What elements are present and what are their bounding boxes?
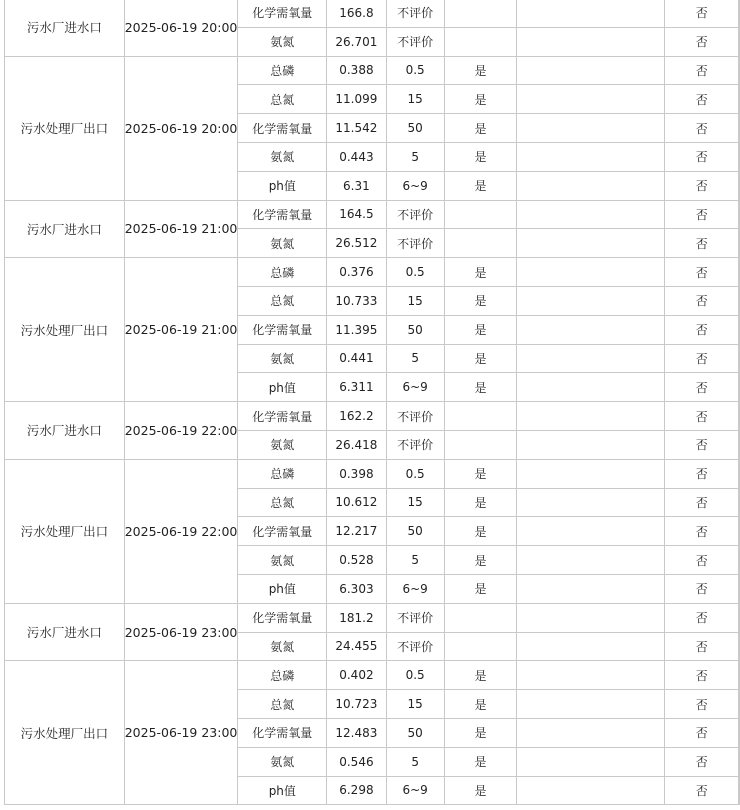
monitor-time-cell: 2025-06-19 22:00 bbox=[124, 459, 238, 603]
compliant-cell: 是 bbox=[444, 776, 517, 805]
exceed-flag-cell: 否 bbox=[665, 85, 739, 114]
blank-cell bbox=[739, 776, 740, 805]
blank-cell bbox=[517, 661, 665, 690]
pollutant-name-cell: 总磷 bbox=[238, 56, 327, 85]
standard-limit-cell: 5 bbox=[386, 344, 444, 373]
blank-cell bbox=[739, 229, 740, 258]
compliant-cell: 是 bbox=[444, 85, 517, 114]
blank-cell bbox=[739, 56, 740, 85]
table-row bbox=[5, 402, 740, 431]
standard-limit-cell: 5 bbox=[386, 747, 444, 776]
blank-cell bbox=[517, 286, 665, 315]
compliant-cell bbox=[444, 430, 517, 459]
blank-cell bbox=[739, 546, 740, 575]
measured-value-cell: 11.395 bbox=[327, 315, 386, 344]
blank-cell bbox=[517, 776, 665, 805]
standard-limit-cell: 50 bbox=[386, 114, 444, 143]
exceed-flag-cell: 否 bbox=[665, 574, 739, 603]
compliant-cell: 是 bbox=[444, 488, 517, 517]
measured-value-cell: 6.31 bbox=[327, 171, 386, 200]
pollutant-name-cell: 氨氮 bbox=[238, 27, 327, 56]
blank-cell bbox=[517, 546, 665, 575]
measured-value-cell: 26.701 bbox=[327, 27, 386, 56]
exceed-flag-cell: 否 bbox=[665, 286, 739, 315]
blank-cell bbox=[517, 517, 665, 546]
blank-cell bbox=[739, 747, 740, 776]
compliant-cell: 是 bbox=[444, 546, 517, 575]
blank-cell bbox=[739, 517, 740, 546]
site-name-cell: 污水厂进水口 bbox=[5, 402, 125, 460]
standard-limit-cell: 不评价 bbox=[386, 27, 444, 56]
table-row bbox=[5, 0, 740, 27]
compliant-cell: 是 bbox=[444, 56, 517, 85]
pollutant-name-cell: ph值 bbox=[238, 373, 327, 402]
exceed-flag-cell: 否 bbox=[665, 690, 739, 719]
compliant-cell: 是 bbox=[444, 258, 517, 287]
measured-value-cell: 24.455 bbox=[327, 632, 386, 661]
standard-limit-cell: 5 bbox=[386, 546, 444, 575]
standard-limit-cell: 15 bbox=[386, 488, 444, 517]
blank-cell bbox=[517, 430, 665, 459]
exceed-flag-cell: 否 bbox=[665, 632, 739, 661]
pollutant-name-cell: 化学需氧量 bbox=[238, 718, 327, 747]
blank-cell bbox=[739, 690, 740, 719]
standard-limit-cell: 不评价 bbox=[386, 430, 444, 459]
measured-value-cell: 6.298 bbox=[327, 776, 386, 805]
blank-cell bbox=[517, 344, 665, 373]
standard-limit-cell: 0.5 bbox=[386, 258, 444, 287]
measured-value-cell: 6.303 bbox=[327, 574, 386, 603]
exceed-flag-cell: 否 bbox=[665, 27, 739, 56]
compliant-cell: 是 bbox=[444, 315, 517, 344]
measured-value-cell: 166.8 bbox=[327, 0, 386, 27]
exceed-flag-cell: 否 bbox=[665, 430, 739, 459]
pollutant-name-cell: 化学需氧量 bbox=[238, 517, 327, 546]
exceed-flag-cell: 否 bbox=[665, 229, 739, 258]
compliant-cell bbox=[444, 0, 517, 27]
compliant-cell: 是 bbox=[444, 171, 517, 200]
table-row bbox=[5, 200, 740, 229]
measured-value-cell: 181.2 bbox=[327, 603, 386, 632]
measured-value-cell: 0.388 bbox=[327, 56, 386, 85]
blank-cell bbox=[517, 200, 665, 229]
pollutant-name-cell: 总磷 bbox=[238, 258, 327, 287]
pollutant-name-cell: 氨氮 bbox=[238, 747, 327, 776]
pollutant-name-cell: 氨氮 bbox=[238, 142, 327, 171]
site-name-cell: 污水厂进水口 bbox=[5, 0, 125, 56]
blank-cell bbox=[517, 171, 665, 200]
monitor-time-cell: 2025-06-19 20:00 bbox=[124, 0, 238, 56]
standard-limit-cell: 15 bbox=[386, 690, 444, 719]
pollutant-name-cell: 氨氮 bbox=[238, 430, 327, 459]
exceed-flag-cell: 否 bbox=[665, 315, 739, 344]
blank-cell bbox=[739, 85, 740, 114]
table-row bbox=[5, 56, 740, 85]
standard-limit-cell: 6~9 bbox=[386, 171, 444, 200]
blank-cell bbox=[739, 488, 740, 517]
monitor-time-cell: 2025-06-19 20:00 bbox=[124, 56, 238, 200]
standard-limit-cell: 6~9 bbox=[386, 373, 444, 402]
blank-cell bbox=[739, 258, 740, 287]
blank-cell bbox=[517, 632, 665, 661]
exceed-flag-cell: 否 bbox=[665, 661, 739, 690]
measured-value-cell: 0.441 bbox=[327, 344, 386, 373]
exceed-flag-cell: 否 bbox=[665, 142, 739, 171]
blank-cell bbox=[517, 459, 665, 488]
monitoring-table-body bbox=[5, 0, 740, 805]
measured-value-cell: 0.376 bbox=[327, 258, 386, 287]
site-name-cell: 污水处理厂出口 bbox=[5, 56, 125, 200]
blank-cell bbox=[739, 27, 740, 56]
measured-value-cell: 26.512 bbox=[327, 229, 386, 258]
exceed-flag-cell: 否 bbox=[665, 459, 739, 488]
compliant-cell: 是 bbox=[444, 718, 517, 747]
site-name-cell: 污水处理厂出口 bbox=[5, 258, 125, 402]
measured-value-cell: 0.443 bbox=[327, 142, 386, 171]
standard-limit-cell: 50 bbox=[386, 718, 444, 747]
pollutant-name-cell: 化学需氧量 bbox=[238, 200, 327, 229]
pollutant-name-cell: 氨氮 bbox=[238, 632, 327, 661]
blank-cell bbox=[517, 258, 665, 287]
compliant-cell: 是 bbox=[444, 373, 517, 402]
blank-cell bbox=[739, 402, 740, 431]
measured-value-cell: 10.612 bbox=[327, 488, 386, 517]
compliant-cell bbox=[444, 402, 517, 431]
compliant-cell: 是 bbox=[444, 142, 517, 171]
exceed-flag-cell: 否 bbox=[665, 114, 739, 143]
standard-limit-cell: 50 bbox=[386, 315, 444, 344]
site-name-cell: 污水厂进水口 bbox=[5, 200, 125, 258]
pollutant-name-cell: 总磷 bbox=[238, 459, 327, 488]
blank-cell bbox=[739, 430, 740, 459]
pollutant-name-cell: ph值 bbox=[238, 171, 327, 200]
compliant-cell: 是 bbox=[444, 517, 517, 546]
blank-cell bbox=[517, 0, 665, 27]
blank-cell bbox=[517, 56, 665, 85]
measured-value-cell: 6.311 bbox=[327, 373, 386, 402]
standard-limit-cell: 15 bbox=[386, 286, 444, 315]
table-row bbox=[5, 258, 740, 287]
compliant-cell: 是 bbox=[444, 286, 517, 315]
standard-limit-cell: 不评价 bbox=[386, 632, 444, 661]
exceed-flag-cell: 否 bbox=[665, 171, 739, 200]
compliant-cell bbox=[444, 229, 517, 258]
blank-cell bbox=[517, 690, 665, 719]
exceed-flag-cell: 否 bbox=[665, 718, 739, 747]
measured-value-cell: 12.483 bbox=[327, 718, 386, 747]
standard-limit-cell: 50 bbox=[386, 517, 444, 546]
blank-cell bbox=[739, 142, 740, 171]
blank-cell bbox=[739, 344, 740, 373]
blank-cell bbox=[739, 632, 740, 661]
exceed-flag-cell: 否 bbox=[665, 603, 739, 632]
blank-cell bbox=[517, 229, 665, 258]
exceed-flag-cell: 否 bbox=[665, 776, 739, 805]
exceed-flag-cell: 否 bbox=[665, 402, 739, 431]
standard-limit-cell: 0.5 bbox=[386, 661, 444, 690]
blank-cell bbox=[739, 0, 740, 27]
measured-value-cell: 0.398 bbox=[327, 459, 386, 488]
standard-limit-cell: 5 bbox=[386, 142, 444, 171]
exceed-flag-cell: 否 bbox=[665, 0, 739, 27]
compliant-cell: 是 bbox=[444, 574, 517, 603]
measured-value-cell: 26.418 bbox=[327, 430, 386, 459]
blank-cell bbox=[739, 718, 740, 747]
standard-limit-cell: 6~9 bbox=[386, 574, 444, 603]
blank-cell bbox=[517, 27, 665, 56]
standard-limit-cell: 不评价 bbox=[386, 603, 444, 632]
compliant-cell: 是 bbox=[444, 747, 517, 776]
blank-cell bbox=[739, 459, 740, 488]
pollutant-name-cell: 总氮 bbox=[238, 690, 327, 719]
blank-cell bbox=[517, 488, 665, 517]
standard-limit-cell: 0.5 bbox=[386, 56, 444, 85]
measured-value-cell: 162.2 bbox=[327, 402, 386, 431]
blank-cell bbox=[517, 114, 665, 143]
measured-value-cell: 10.723 bbox=[327, 690, 386, 719]
standard-limit-cell: 6~9 bbox=[386, 776, 444, 805]
blank-cell bbox=[739, 373, 740, 402]
measured-value-cell: 10.733 bbox=[327, 286, 386, 315]
blank-cell bbox=[517, 373, 665, 402]
blank-cell bbox=[517, 85, 665, 114]
pollutant-name-cell: 化学需氧量 bbox=[238, 0, 327, 27]
blank-cell bbox=[739, 603, 740, 632]
blank-cell bbox=[517, 402, 665, 431]
exceed-flag-cell: 否 bbox=[665, 56, 739, 85]
standard-limit-cell: 不评价 bbox=[386, 200, 444, 229]
pollutant-name-cell: 总氮 bbox=[238, 488, 327, 517]
compliant-cell bbox=[444, 632, 517, 661]
table-row bbox=[5, 459, 740, 488]
pollutant-name-cell: 化学需氧量 bbox=[238, 603, 327, 632]
exceed-flag-cell: 否 bbox=[665, 200, 739, 229]
blank-cell bbox=[517, 747, 665, 776]
pollutant-name-cell: 总氮 bbox=[238, 85, 327, 114]
compliant-cell: 是 bbox=[444, 344, 517, 373]
monitor-time-cell: 2025-06-19 21:00 bbox=[124, 200, 238, 258]
site-name-cell: 污水厂进水口 bbox=[5, 603, 125, 661]
compliant-cell: 是 bbox=[444, 661, 517, 690]
compliant-cell: 是 bbox=[444, 690, 517, 719]
monitor-time-cell: 2025-06-19 23:00 bbox=[124, 661, 238, 805]
exceed-flag-cell: 否 bbox=[665, 373, 739, 402]
table-row bbox=[5, 661, 740, 690]
exceed-flag-cell: 否 bbox=[665, 517, 739, 546]
table-row bbox=[5, 603, 740, 632]
standard-limit-cell: 不评价 bbox=[386, 0, 444, 27]
compliant-cell bbox=[444, 27, 517, 56]
standard-limit-cell: 不评价 bbox=[386, 229, 444, 258]
compliant-cell bbox=[444, 603, 517, 632]
measured-value-cell: 11.099 bbox=[327, 85, 386, 114]
standard-limit-cell: 0.5 bbox=[386, 459, 444, 488]
pollutant-name-cell: 总氮 bbox=[238, 286, 327, 315]
compliant-cell bbox=[444, 200, 517, 229]
standard-limit-cell: 15 bbox=[386, 85, 444, 114]
measured-value-cell: 0.546 bbox=[327, 747, 386, 776]
pollutant-name-cell: 化学需氧量 bbox=[238, 114, 327, 143]
blank-cell bbox=[739, 200, 740, 229]
blank-cell bbox=[739, 286, 740, 315]
blank-cell bbox=[739, 114, 740, 143]
compliant-cell: 是 bbox=[444, 459, 517, 488]
monitoring-table bbox=[4, 0, 740, 805]
pollutant-name-cell: ph值 bbox=[238, 574, 327, 603]
pollutant-name-cell: 化学需氧量 bbox=[238, 315, 327, 344]
measured-value-cell: 164.5 bbox=[327, 200, 386, 229]
pollutant-name-cell: 氨氮 bbox=[238, 546, 327, 575]
pollutant-name-cell: 氨氮 bbox=[238, 229, 327, 258]
exceed-flag-cell: 否 bbox=[665, 747, 739, 776]
measured-value-cell: 0.402 bbox=[327, 661, 386, 690]
blank-cell bbox=[517, 574, 665, 603]
measured-value-cell: 12.217 bbox=[327, 517, 386, 546]
exceed-flag-cell: 否 bbox=[665, 488, 739, 517]
exceed-flag-cell: 否 bbox=[665, 344, 739, 373]
exceed-flag-cell: 否 bbox=[665, 258, 739, 287]
site-name-cell: 污水处理厂出口 bbox=[5, 661, 125, 805]
pollutant-name-cell: 氨氮 bbox=[238, 344, 327, 373]
blank-cell bbox=[739, 574, 740, 603]
compliant-cell: 是 bbox=[444, 114, 517, 143]
standard-limit-cell: 不评价 bbox=[386, 402, 444, 431]
measured-value-cell: 11.542 bbox=[327, 114, 386, 143]
monitor-time-cell: 2025-06-19 21:00 bbox=[124, 258, 238, 402]
pollutant-name-cell: 总磷 bbox=[238, 661, 327, 690]
pollutant-name-cell: ph值 bbox=[238, 776, 327, 805]
monitor-time-cell: 2025-06-19 23:00 bbox=[124, 603, 238, 661]
blank-cell bbox=[739, 661, 740, 690]
site-name-cell: 污水处理厂出口 bbox=[5, 459, 125, 603]
blank-cell bbox=[517, 718, 665, 747]
blank-cell bbox=[517, 142, 665, 171]
blank-cell bbox=[517, 315, 665, 344]
blank-cell bbox=[739, 171, 740, 200]
pollutant-name-cell: 化学需氧量 bbox=[238, 402, 327, 431]
monitor-time-cell: 2025-06-19 22:00 bbox=[124, 402, 238, 460]
blank-cell bbox=[739, 315, 740, 344]
exceed-flag-cell: 否 bbox=[665, 546, 739, 575]
blank-cell bbox=[517, 603, 665, 632]
measured-value-cell: 0.528 bbox=[327, 546, 386, 575]
